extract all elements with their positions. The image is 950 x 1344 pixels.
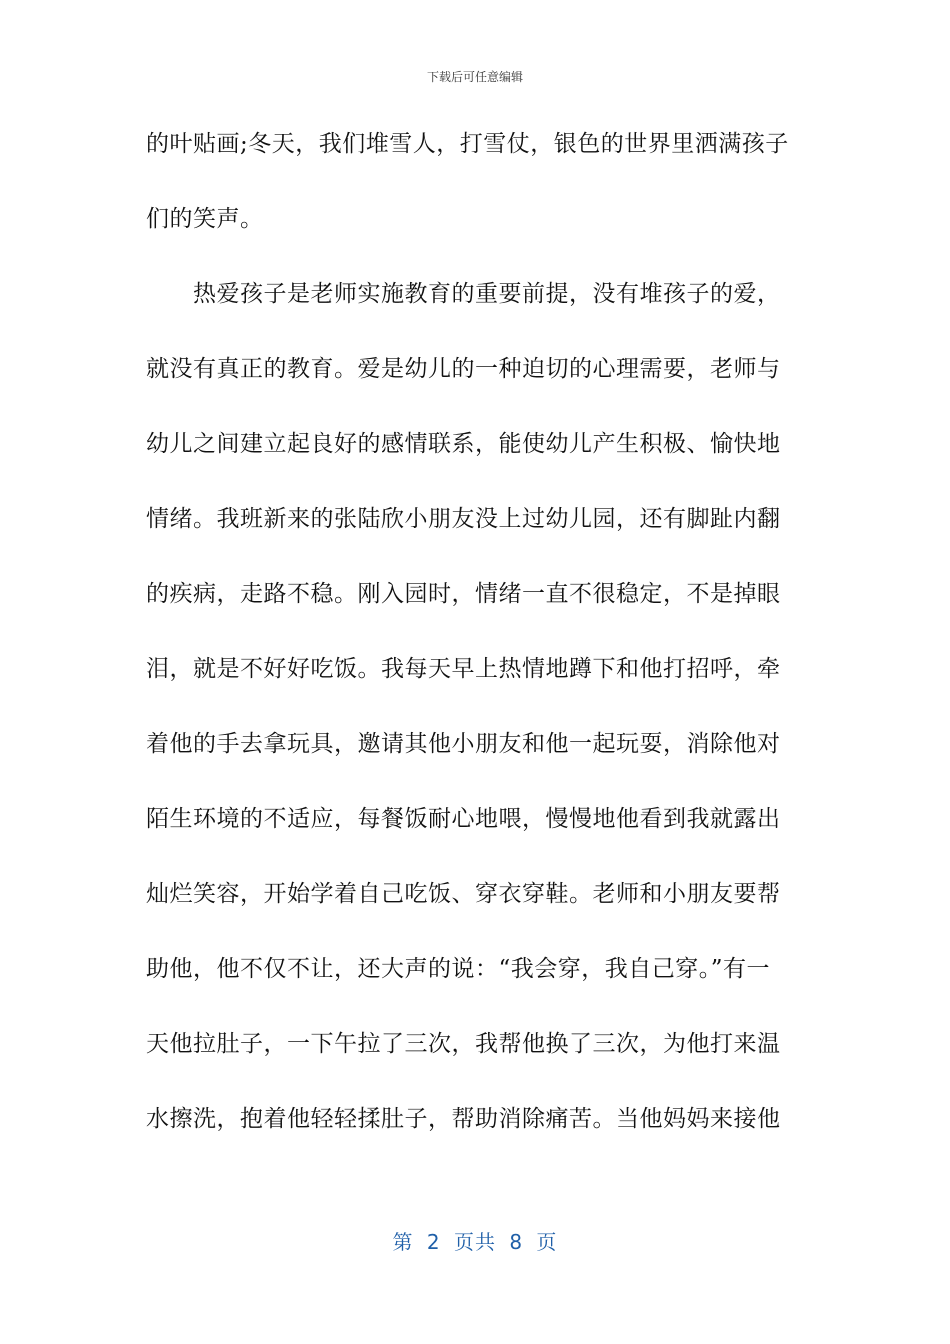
text-line: 就没有真正的教育。爱是幼儿的一种迫切的心理需要，老师与 — [146, 356, 781, 382]
text-line: 泪，就是不好好吃饭。我每天早上热情地蹲下和他打招呼，牵 — [146, 656, 781, 682]
text-line: 陌生环境的不适应，每餐饭耐心地喂，慢慢地他看到我就露出 — [146, 806, 781, 832]
text-line: 的叶贴画;冬天，我们堆雪人，打雪仗，银色的世界里洒满孩子 — [146, 131, 789, 157]
page-header: 下载后可任意编辑 — [426, 70, 523, 84]
text-line: 助他，他不仅不让，还大声的说：“我会穿，我自己穿。”有一 — [146, 956, 771, 982]
text-line: 的疾病，走路不稳。刚入园时，情绪一直不很稳定，不是掉眼 — [146, 581, 781, 607]
text-line: 天他拉肚子，一下午拉了三次，我帮他换了三次，为他打来温 — [146, 1031, 781, 1057]
text-line: 们的笑声。 — [146, 206, 264, 232]
page-number-footer: 第 2 页共 8 页 — [392, 1230, 558, 1254]
text-line: 着他的手去拿玩具，邀请其他小朋友和他一起玩耍，消除他对 — [146, 731, 781, 757]
text-line: 灿烂笑容，开始学着自己吃饭、穿衣穿鞋。老师和小朋友要帮 — [146, 881, 781, 907]
paragraph-start-line: 热爱孩子是老师实施教育的重要前提，没有堆孩子的爱， — [193, 281, 781, 307]
text-line: 情绪。我班新来的张陆欣小朋友没上过幼儿园，还有脚趾内翻 — [146, 506, 781, 532]
text-line: 水擦洗，抱着他轻轻揉肚子，帮助消除痛苦。当他妈妈来接他 — [146, 1106, 781, 1132]
document-body — [146, 122, 796, 1172]
text-line: 幼儿之间建立起良好的感情联系，能使幼儿产生积极、愉快地 — [146, 431, 781, 457]
